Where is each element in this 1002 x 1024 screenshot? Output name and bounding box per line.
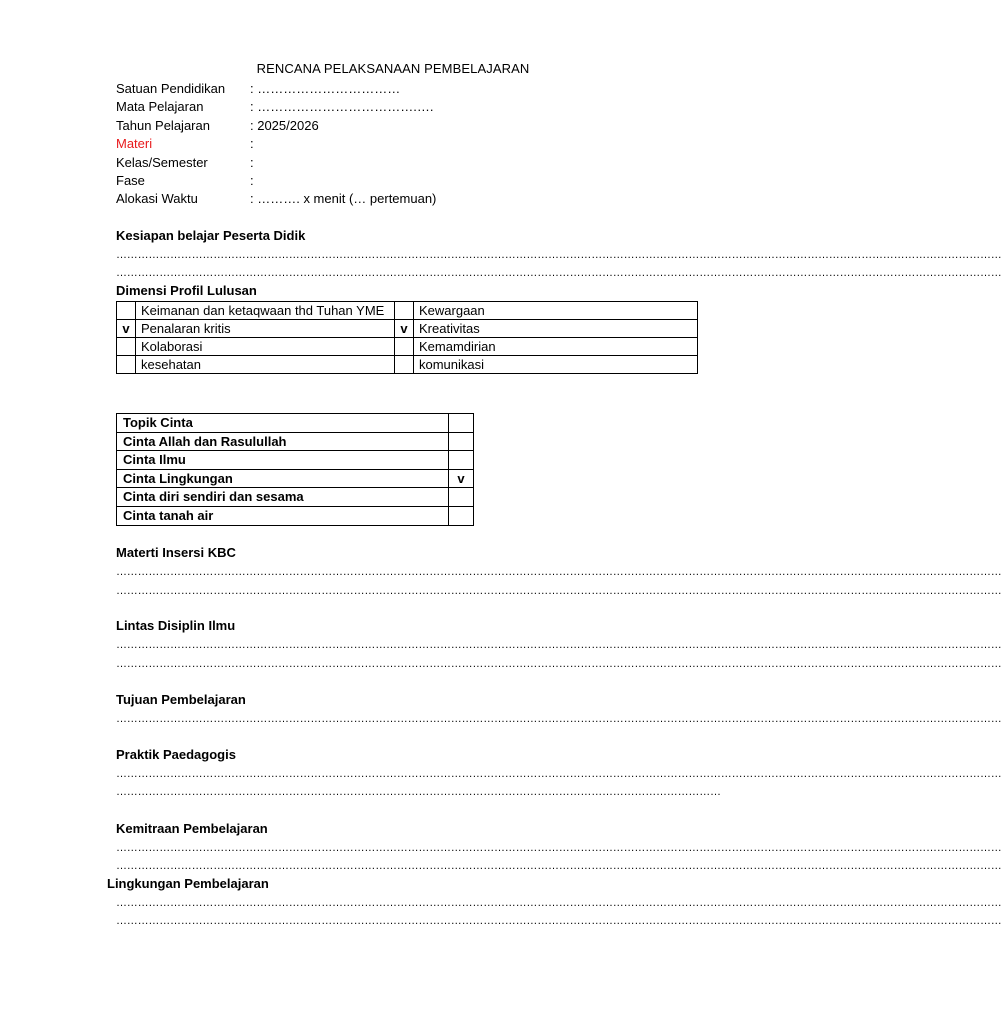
identity-row-mapel (116, 98, 436, 116)
table-row (117, 488, 474, 507)
dotted-line: ………………………………………………………………………………………………………………………………………………………………………………………………………………………… (116, 713, 1002, 725)
dotted-line: ………………………………………………………………………………………………………………………………………………………………………………………………………………………… (116, 915, 1002, 927)
identity-label: Satuan Pendidikan (116, 81, 226, 96)
topik-cinta-table (116, 413, 474, 526)
dimensi-table (116, 301, 698, 374)
section-heading-tujuan: Tujuan Pembelajaran (116, 692, 246, 707)
check-cell (449, 432, 474, 451)
check-cell (117, 356, 136, 374)
dimensi-item: Kolaborasi (136, 338, 395, 356)
identity-value: : (250, 154, 254, 170)
section-heading-lingkungan: Lingkungan Pembelajaran (107, 876, 269, 891)
dotted-line: ………………………………………………………………………………………………………………………………………………………………………………………………………………………… (116, 249, 1002, 261)
identity-value: : ……………………………….…. (250, 99, 434, 115)
dotted-line-short: …………………………………………………………………………………………………………………………………………………… (116, 786, 721, 798)
check-cell (395, 356, 414, 374)
identity-label: Tahun Pelajaran (116, 117, 210, 133)
dimensi-item: komunikasi (414, 356, 698, 374)
table-row (117, 506, 474, 525)
section-heading-materi-kbc: Materti Insersi KBC (116, 545, 236, 560)
check-cell (449, 506, 474, 525)
table-row (117, 451, 474, 470)
check-cell (395, 302, 414, 320)
dimensi-item: kesehatan (136, 356, 395, 374)
section-heading-kesiapan: Kesiapan belajar Peserta Didik (116, 228, 306, 243)
dimensi-item: Kewargaan (414, 302, 698, 320)
table-row (117, 469, 474, 488)
identity-label: Mata Pelajaran (116, 99, 204, 115)
identity-row-materi (116, 135, 436, 153)
identity-label-highlighted: Materi (116, 136, 153, 152)
identity-value: : (250, 136, 254, 152)
topik-label: Cinta Lingkungan (117, 469, 449, 488)
topik-label: Cinta diri sendiri dan sesama (117, 488, 449, 507)
check-cell (449, 451, 474, 470)
check-cell: v (395, 320, 414, 338)
table-row (117, 432, 474, 451)
check-cell (449, 414, 474, 433)
dimensi-item: Keimanan dan ketaqwaan thd Tuhan YME (136, 302, 395, 320)
check-cell (449, 488, 474, 507)
identity-value: : (250, 172, 254, 188)
dotted-line: ………………………………………………………………………………………………………………………………………………………………………………………………………………………… (116, 658, 1002, 670)
identity-label: Alokasi Waktu (116, 191, 198, 207)
check-cell: v (117, 320, 136, 338)
identity-value: : …………………………… (250, 81, 401, 96)
dotted-line: ………………………………………………………………………………………………………………………………………………………………………………………………………………………… (116, 842, 1002, 854)
section-heading-kemitraan: Kemitraan Pembelajaran (116, 821, 268, 836)
dotted-line: ………………………………………………………………………………………………………………………………………………………………………………………………………………………… (116, 639, 1002, 651)
identity-value: : ………. x menit (… pertemuan) (250, 191, 437, 207)
check-cell (117, 338, 136, 356)
topik-label: Cinta tanah air (117, 506, 449, 525)
identity-row-kelas (116, 154, 436, 172)
table-row (117, 414, 474, 433)
identity-row-fase (116, 172, 436, 190)
identity-row-satuan (116, 80, 436, 98)
section-heading-praktik: Praktik Paedagogis (116, 747, 236, 762)
document-title: RENCANA PELAKSANAAN PEMBELAJARAN (256, 61, 530, 76)
dotted-line: ………………………………………………………………………………………………………………………………………………………………………………………………………………………… (116, 860, 1002, 872)
topik-label: Cinta Ilmu (117, 451, 449, 470)
dimensi-item: Kreativitas (414, 320, 698, 338)
table-row (117, 302, 698, 320)
dotted-line: ………………………………………………………………………………………………………………………………………………………………………………………………………………………… (116, 585, 1002, 597)
table-row (117, 320, 698, 338)
table-row (117, 356, 698, 374)
dimensi-item: Penalaran kritis (136, 320, 395, 338)
section-heading-lintas: Lintas Disiplin Ilmu (116, 618, 236, 633)
topik-label: Cinta Allah dan Rasulullah (117, 432, 449, 451)
dotted-line: ………………………………………………………………………………………………………………………………………………………………………………………………………………………… (116, 566, 1002, 578)
identity-row-alokasi (116, 190, 436, 208)
identity-label: Kelas/Semester (116, 154, 208, 170)
table-row (117, 338, 698, 356)
identity-row-tahun (116, 117, 436, 135)
dotted-line: ………………………………………………………………………………………………………………………………………………………………………………………………………………………… (116, 897, 1002, 909)
dotted-line: ………………………………………………………………………………………………………………………………………………………………………………………………………………………… (116, 267, 1002, 279)
check-cell: v (449, 469, 474, 488)
check-cell (117, 302, 136, 320)
section-heading-dimensi: Dimensi Profil Lulusan (116, 283, 257, 298)
identity-label: Fase (116, 172, 145, 188)
identity-value: : 2025/2026 (250, 117, 319, 133)
topik-label: Topik Cinta (117, 414, 449, 433)
identity-block (116, 80, 436, 209)
dimensi-item: Kemamdirian (414, 338, 698, 356)
check-cell (395, 338, 414, 356)
dotted-line: ………………………………………………………………………………………………………………………………………………………………………………………………………………………… (116, 768, 1002, 780)
